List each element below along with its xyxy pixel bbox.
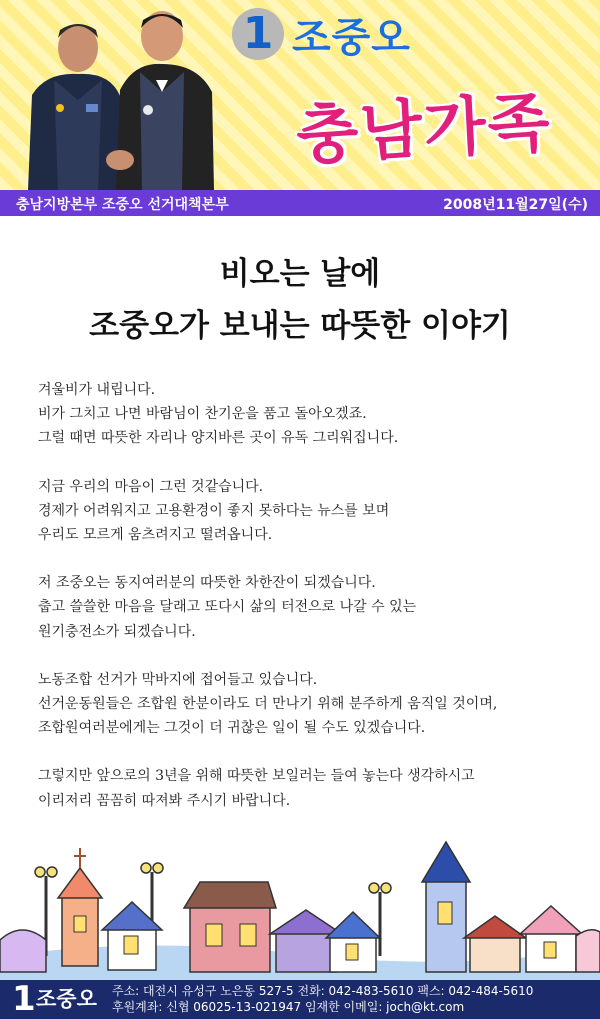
paragraph [38,571,578,644]
text-line: 노동조합 선거가 막바지에 접어들고 있습니다. [38,671,318,688]
footer-account: 후원계좌: 신협 06025-13-021947 임재한 이메일: joch@kt.com [112,1000,465,1014]
text-line: 그렇지만 앞으로의 3년을 위해 따뜻한 보일러는 들여 놓는다 생각하시고 [38,768,475,785]
footer-name: 조중오 [36,987,97,1011]
text-line: 이리저리 꼼꼼히 따져봐 주시기 바랍니다. [38,792,291,809]
candidate-photo [16,0,216,190]
text-line: 저 조중오는 동지여러분의 따뜻한 차한잔이 되겠습니다. [38,575,376,592]
text-line: 선거운동원들은 조합원 한분이라도 더 만나기 위해 분주하게 움직일 것이며, [38,696,498,713]
paragraph [38,764,578,812]
text-line: 춥고 쓸쓸한 마음을 달래고 또다시 삶의 터전으로 나갈 수 있는 [38,599,417,616]
candidate-name: 조중오 [292,15,411,61]
issue-date: 2008년11월27일(수) [443,197,588,213]
text-line: 지금 우리의 마음이 그런 것같습니다. [38,478,264,495]
text-line: 겨울비가 내립니다. [38,382,156,398]
text-line: 비가 그치고 나면 바람님이 찬기운을 품고 돌아오겠죠. [38,406,367,423]
letter-body [38,378,578,837]
headline [0,248,600,352]
campaign-headquarters: 충남지방본부 조중오 선거대책본부 [16,197,229,213]
footer-number: 1 [12,979,36,1019]
headline-line-2: 조중오가 보내는 따뜻한 이야기 [89,308,511,344]
candidate-number-badge: 1 [232,8,284,60]
text-line: 우리도 모르게 움츠려지고 떨려옵니다. [38,527,273,544]
newsletter-title: 충남가족 [294,86,554,174]
text-line: 그럴 때면 따뜻한 자리나 양지바른 곳이 유독 그리워집니다. [38,430,399,447]
paragraph [38,668,578,741]
paragraph [38,475,578,548]
paragraph [38,378,578,451]
footer [0,980,600,1019]
newsletter-header [0,0,600,190]
text-line: 경제가 어려워지고 고용환경이 좋지 못하다는 뉴스를 보며 [38,502,390,519]
info-band [0,190,600,216]
town-illustration [0,836,600,982]
footer-contact [112,983,533,1015]
text-line: 조합원여러분에게는 그것이 더 귀찮은 일이 될 수도 있겠습니다. [38,720,426,737]
footer-address: 주소: 대전시 유성구 노은동 527-5 전화: 042-483-5610 팩스: 042-484-5610 [112,984,534,998]
text-line: 원기충전소가 되겠습니다. [38,623,196,640]
headline-line-1: 비오는 날에 [219,256,381,292]
